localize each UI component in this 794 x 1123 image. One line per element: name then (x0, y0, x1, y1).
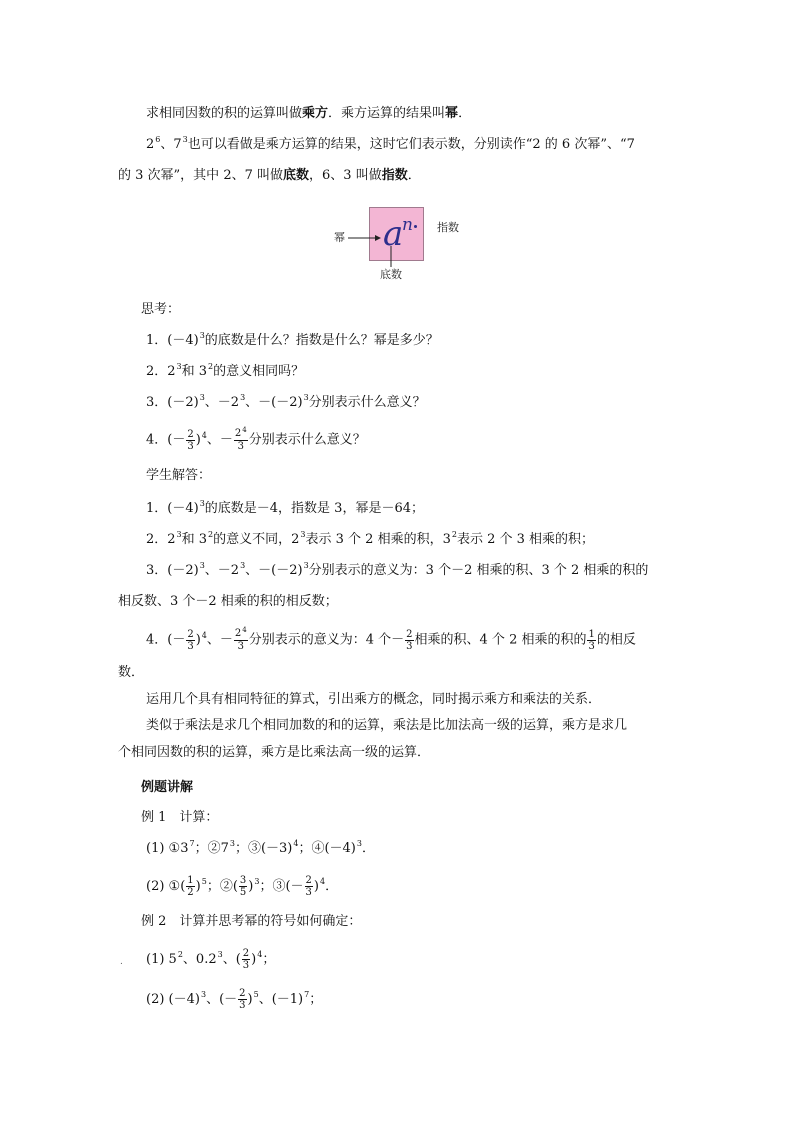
numerator: 3 (239, 875, 247, 886)
denominator: 3 (239, 1000, 246, 1011)
num-base: 2 (234, 428, 242, 439)
diagram-dot (414, 225, 417, 228)
example-2-line-2 (146, 988, 322, 1011)
exponent: 3 (300, 530, 306, 539)
exponent: 3 (176, 530, 182, 539)
text-seg: 、7 (160, 137, 182, 152)
denominator: 3 (588, 640, 595, 652)
reading-paragraph-cont (118, 166, 421, 186)
denominator: 5 (239, 887, 247, 898)
text-seg: ) (247, 992, 253, 1007)
example-2-title: 例 2 计算并思考幂的符号如何确定： (141, 914, 362, 929)
reading-paragraph (146, 135, 635, 156)
exponent: 3 (303, 393, 309, 402)
term-base: 底数 (283, 168, 310, 183)
text-seg: 分别表示的意义为：4 个－ (248, 632, 405, 648)
text-seg: (2) ①( (146, 879, 186, 894)
text-seg: (1) ①3 (146, 841, 189, 856)
fraction (186, 629, 194, 652)
text-seg: ． (361, 841, 375, 856)
fraction (239, 875, 247, 898)
example-2-line-1 (146, 948, 275, 971)
text-seg: ；②( (206, 879, 238, 894)
exponent: 2 (177, 950, 183, 959)
text-seg: 、( (222, 952, 241, 967)
text-seg: 和 3 (181, 532, 208, 547)
text-seg: 的底数是－4，指数是 3，幂是－64； (204, 501, 424, 516)
example-1-line-1 (146, 839, 375, 860)
numerator: 2 (406, 628, 413, 640)
term-power: 幂 (445, 106, 459, 121)
label-base: 底数 (380, 268, 402, 281)
exponent: 2 (451, 530, 457, 539)
answer-4 (146, 628, 636, 652)
example-1-line-2 (146, 875, 338, 898)
label-power: 幂 (334, 231, 345, 244)
exponent: 7 (304, 990, 310, 999)
numerator: 1 (187, 875, 194, 886)
num-base: 2 (234, 628, 242, 639)
numerator: 2 (305, 875, 312, 886)
exponent: 3 (240, 393, 246, 402)
text-seg: 、(－1) (258, 992, 304, 1007)
numerator: 2 (187, 628, 194, 640)
denominator: 3 (237, 441, 245, 452)
fraction (234, 628, 248, 652)
answer-3-cont: 相反数、3 个－2 相乘的积的相反数； (118, 594, 338, 609)
exponent: 3 (199, 561, 205, 570)
text-seg: 、－(－2) (245, 563, 303, 578)
text-seg: ；③(－ (259, 879, 304, 894)
text-seg: 表示 2 个 3 相乘的积； (456, 532, 595, 547)
exponent: 4 (201, 430, 207, 440)
exponent: 4 (319, 877, 326, 886)
text-seg: 、(－ (206, 992, 238, 1007)
denominator: 3 (187, 440, 194, 452)
text-seg: 、－ (206, 632, 233, 648)
fraction (305, 875, 313, 898)
text-seg: ，6、3 叫做 (309, 168, 382, 183)
label-exponent: 指数 (437, 221, 459, 234)
numerator: 2 (239, 988, 246, 999)
fraction (587, 629, 595, 652)
diagram-exponent-letter: n (402, 215, 413, 235)
stray-mark: . (120, 957, 123, 967)
fraction (186, 429, 194, 452)
exponent: 4 (201, 630, 207, 640)
text-seg: ． (407, 168, 421, 183)
exponent: 3 (199, 331, 205, 340)
think-question-2 (146, 362, 304, 383)
denominator: 3 (237, 641, 245, 652)
denominator: 3 (242, 960, 250, 971)
term-power-operation: 乘方 (302, 106, 329, 121)
text-seg: 4．(－ (146, 432, 186, 448)
text-seg: (2) (－4) (146, 992, 200, 1007)
exponent: 3 (217, 950, 223, 959)
diagram-base-letter: a (383, 214, 404, 254)
exponent: 5 (253, 990, 259, 999)
numerator: 1 (588, 628, 595, 640)
think-question-4 (146, 428, 366, 452)
fraction (405, 629, 413, 652)
exponent: 3 (303, 561, 309, 570)
exponent: 3 (356, 839, 362, 848)
text-seg: ；③(－3) (234, 841, 293, 856)
text-seg: ) (195, 432, 201, 448)
text-seg: 和 3 (181, 364, 208, 379)
note-2: 类似于乘法是求几个相同加数的和的运算，乘法是比加法高一级的运算，乘方是求几 (146, 718, 628, 733)
text-seg: ； (309, 992, 323, 1007)
text-seg: 2．2 (146, 532, 176, 547)
exponent: 3 (254, 877, 260, 886)
exponent: 5 (201, 877, 207, 886)
denominator: 3 (187, 640, 194, 652)
exponent: 4 (242, 626, 247, 634)
exponent: 3 (176, 362, 182, 371)
text-seg: ) (251, 952, 257, 967)
numerator: 2 (242, 948, 250, 959)
text-seg: ) (248, 879, 254, 894)
term-exponent: 指数 (381, 168, 408, 183)
answer-3 (146, 561, 648, 582)
text-seg: 的 3 次幂”，其中 2、7 叫做 (118, 168, 283, 183)
denominator: 2 (187, 887, 194, 898)
fraction (242, 948, 250, 971)
note-1: 运用几个具有相同特征的算式，引出乘方的概念，同时揭示乘方和乘法的关系． (146, 692, 602, 707)
exponent: 2 (208, 530, 214, 539)
text-seg: 、0.2 (182, 952, 217, 967)
exponent: 3 (199, 499, 205, 508)
text-seg: 的意义相同吗？ (213, 364, 305, 379)
text-seg: 1．(－4) (146, 501, 199, 516)
exponent: 2 (208, 362, 214, 371)
exponent: 3 (182, 135, 188, 144)
text-seg: ) (195, 879, 201, 894)
text-seg: 、－(－2) (245, 395, 303, 410)
text-seg: ；④(－4) (298, 841, 356, 856)
fraction (186, 875, 194, 898)
numerator (234, 628, 248, 641)
text-seg: ．乘方运算的结果叫 (328, 106, 446, 121)
exponent: 3 (240, 561, 246, 570)
exponent: 4 (242, 426, 247, 434)
text-seg: 表示 3 个 2 相乘的积，3 (305, 532, 451, 547)
exponent: 4 (257, 950, 263, 959)
note-3: 个相同因数的积的运算，乘方是比乘法高一级的运算． (118, 745, 431, 760)
text-seg: 4．(－ (146, 632, 186, 648)
text-seg: 求相同因数的积的运算叫做 (146, 106, 303, 121)
text-seg: 3．(－2) (146, 563, 199, 578)
answer-2 (146, 530, 594, 551)
denominator: 3 (406, 640, 413, 652)
text-seg: 、－ (206, 432, 233, 448)
numerator (234, 428, 248, 441)
think-title: 思考： (141, 302, 181, 317)
text-seg: 相乘的积、4 个 2 相乘的积的 (414, 632, 587, 648)
answer-4-cont: 数． (118, 665, 145, 680)
text-seg: ． (458, 106, 472, 121)
exponent: 6 (155, 135, 161, 144)
text-seg: 的相反 (596, 632, 636, 648)
answer-1 (146, 499, 424, 520)
text-seg: 1．(－4) (146, 333, 199, 348)
text-seg: (1) 5 (146, 952, 177, 967)
pointer-line-icon (388, 246, 394, 268)
text-seg: ) (313, 879, 319, 894)
answers-title: 学生解答： (146, 468, 212, 483)
text-seg: 2 (146, 137, 155, 152)
text-seg: 的意义不同，2 (213, 532, 300, 547)
think-question-3 (146, 393, 426, 414)
text-seg: 分别表示的意义为：3 个－2 相乘的积、3 个 2 相乘的积的 (308, 563, 649, 578)
text-seg: 2．2 (146, 364, 176, 379)
text-seg: 、－2 (204, 395, 240, 410)
denominator: 3 (305, 887, 312, 898)
text-seg: ； (262, 952, 276, 967)
fraction (238, 988, 246, 1011)
exponent: 4 (293, 839, 299, 848)
text-seg: 也可以看做是乘方运算的结果，这时它们表示数，分别读作“2 的 6 次幂”、“7 (187, 137, 635, 152)
exponent: 3 (229, 839, 235, 848)
exponent: 7 (189, 839, 195, 848)
text-seg: ；②7 (194, 841, 229, 856)
text-seg: 3．(－2) (146, 395, 199, 410)
fraction (234, 428, 248, 452)
definition-paragraph (146, 104, 471, 124)
example-1-title: 例 1 计算： (141, 810, 219, 825)
exponent: 3 (200, 990, 207, 999)
think-question-1 (146, 331, 439, 352)
numerator: 2 (187, 428, 194, 440)
text-seg: 分别表示什么意义？ (248, 432, 366, 448)
text-seg: ) (195, 632, 201, 648)
text-seg: 分别表示什么意义？ (308, 395, 426, 410)
exponent: 3 (199, 393, 205, 402)
text-seg: 的底数是什么？指数是什么？幂是多少？ (204, 333, 439, 348)
text-seg: 、－2 (204, 563, 240, 578)
arrow-icon (348, 233, 382, 243)
text-seg: ． (325, 879, 339, 894)
examples-heading: 例题讲解 (141, 780, 194, 795)
